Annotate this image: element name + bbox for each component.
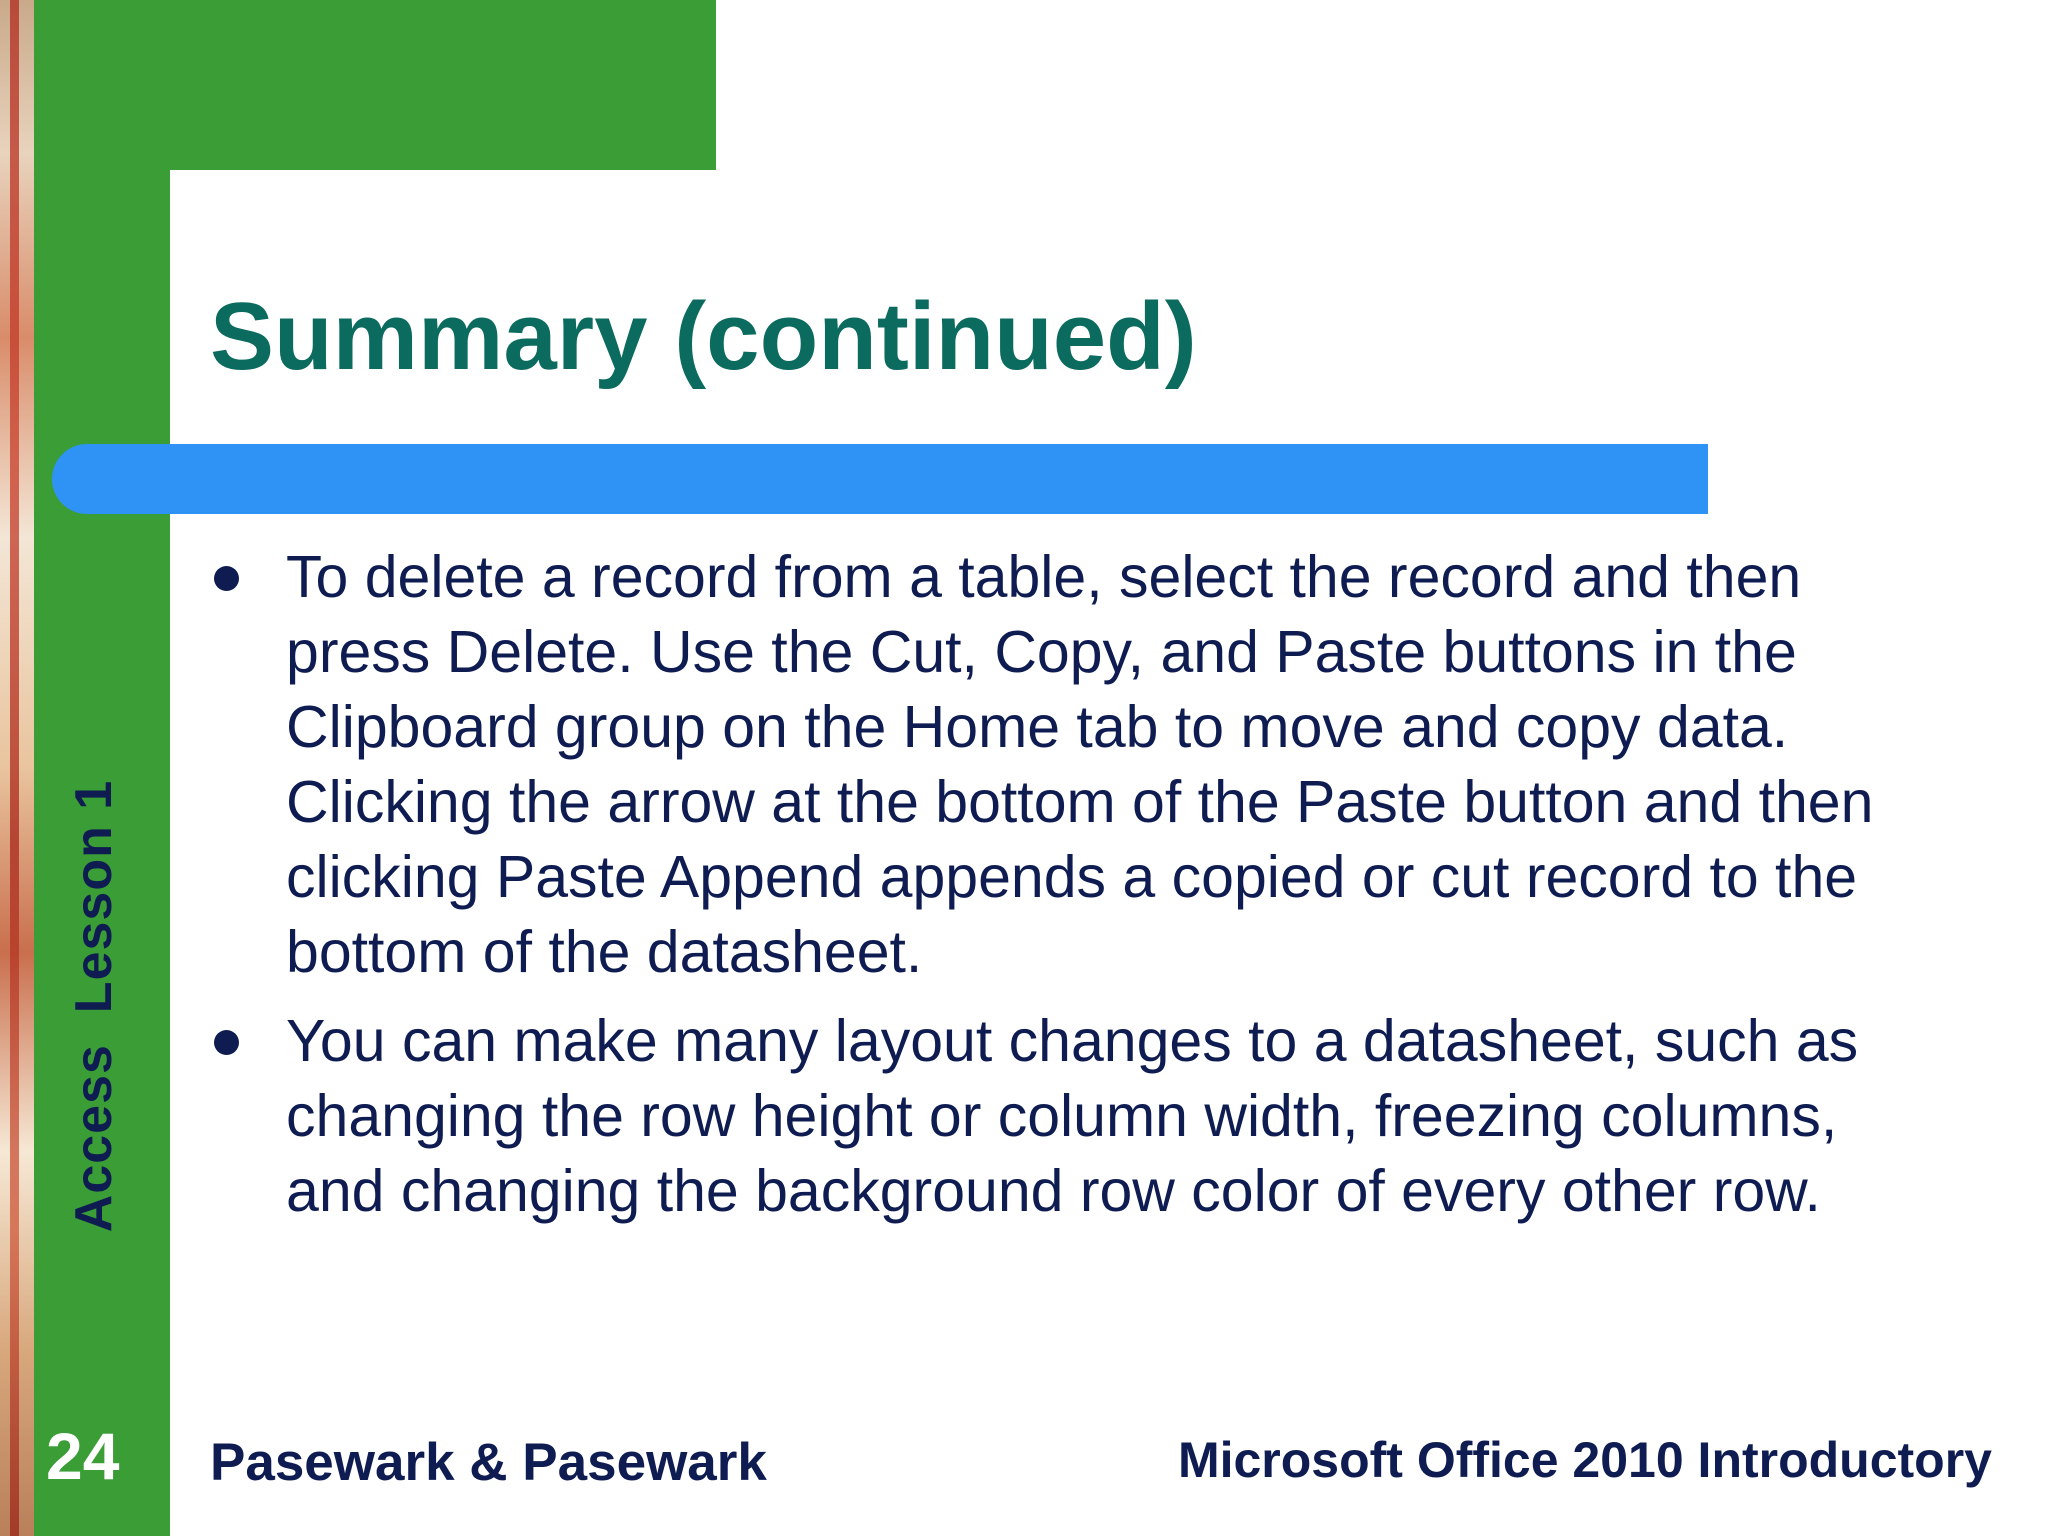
green-frame-top xyxy=(34,0,716,170)
bullet-list xyxy=(210,540,1900,1243)
green-frame-left xyxy=(34,0,170,1536)
bullet-item xyxy=(210,1004,1900,1229)
slide-number: 24 xyxy=(46,1419,120,1493)
footer-book-title: Microsoft Office 2010 Introductory xyxy=(1177,1432,1992,1488)
bullet-dot-icon xyxy=(214,566,239,591)
bullet-text: You can make many layout changes to a datasheet, such as changing the row height or column width, freezing columns, and changing the background row color of every other row. xyxy=(286,1008,1859,1224)
bullet-text: To delete a record from a table, select the record and then press Delete. Use the Cut, Copy, and Paste buttons in the Clipboard group on the Home tab to move and copy data. Clicking the arrow at the bottom of the Paste button and then clicking Paste Append appends a copied or cut record to the bottom of the datasheet. xyxy=(286,544,1874,985)
bullet-dot-icon xyxy=(214,1030,239,1055)
page-title: Summary (continued) xyxy=(210,283,1197,390)
lesson-side-label: Access Lesson 1 xyxy=(65,779,123,1233)
title-underline-bar xyxy=(52,444,1708,514)
bullet-item xyxy=(210,540,1900,990)
footer-authors: Pasewark & Pasewark xyxy=(210,1433,767,1492)
decorative-image-strip xyxy=(0,0,34,1536)
